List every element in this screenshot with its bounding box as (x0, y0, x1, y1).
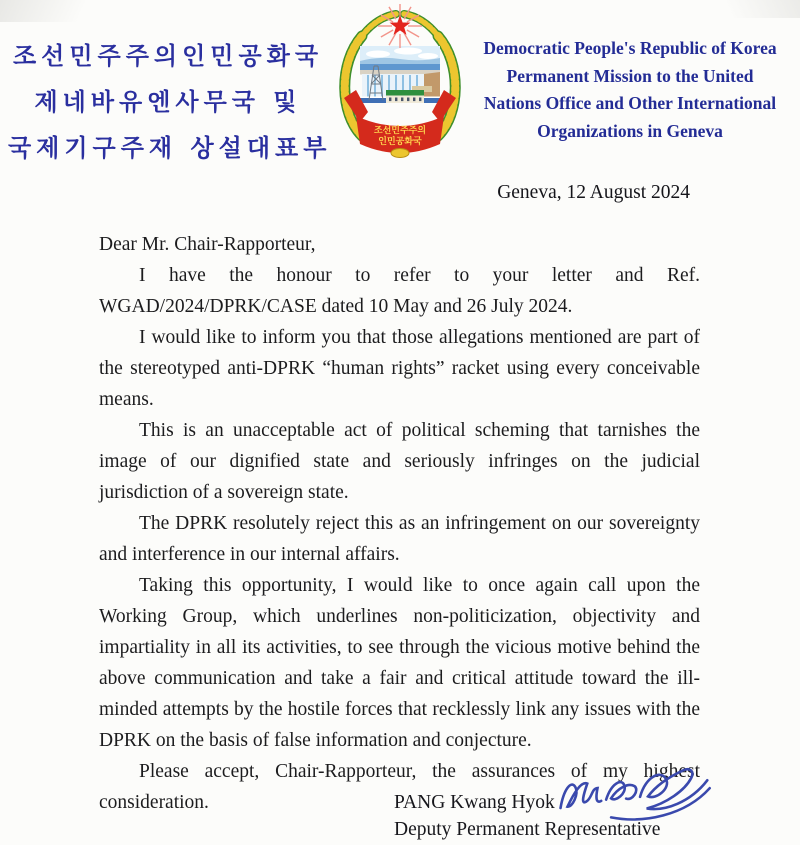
salutation: Dear Mr. Chair-Rapporteur, (99, 234, 316, 255)
emblem-ribbon-text-line-2: 인민공화국 (378, 137, 422, 147)
korean-mission-line-2: 제네바유엔사무국 및 (34, 88, 302, 116)
paragraph-3: This is an unacceptable act of political scheming that tarnishes the image of our dignified state and seriously infringes on the judicial jurisdiction of a sovereign state. (99, 420, 700, 503)
english-mission-name (463, 35, 797, 145)
dprk-national-emblem-icon (330, 2, 470, 160)
korean-mission-name (8, 33, 332, 171)
english-mission-line-3: Nations Office and Other International (483, 93, 777, 113)
english-mission-line-2: Permanent Mission to the United (506, 65, 754, 86)
dateline: Geneva, 12 August 2024 (497, 182, 690, 203)
korean-mission-line-1: 조선민주주의인민공화국 (12, 42, 324, 70)
paragraph-5: Taking this opportunity, I would like to once again call upon the Working Group, which underlines non-politicization, objectivity and impartiality in all its activities, to see through the vicious motive behind the above communication and take a fair and critical attitude toward the ill-minded attempts by the hostile forces that recklessly link any issues with the DPRK on the basis of false information and conjecture. (99, 575, 700, 751)
signer-title: Deputy Permanent Representative (394, 819, 661, 840)
handwritten-signature-icon (550, 752, 724, 841)
paragraph-2: I would like to inform you that those allegations mentioned are part of the stereotyped anti-DPRK “human rights” racket using every conceivable means. (99, 327, 700, 410)
paragraph-6: Please accept, Chair-Rapporteur, the assurances of my highest consideration. (99, 761, 700, 813)
emblem-sky (360, 46, 440, 66)
scan-shadow-top-right (680, 0, 800, 18)
emblem-ribbon-text-line-1: 조선민주주의 (373, 126, 427, 136)
paragraph-1: I have the honour to refer to your letter and Ref. WGAD/2024/DPRK/CASE dated 10 May and 26 July 2024. (99, 265, 700, 317)
scan-shadow-top-left (0, 0, 150, 22)
signer-name: PANG Kwang Hyok (394, 792, 555, 813)
letter-body (99, 229, 700, 818)
english-mission-line-4: Organizations in Geneva (537, 120, 723, 141)
english-mission-line-1: Democratic People's Republic of Korea (483, 38, 777, 58)
paragraph-4: The DPRK resolutely reject this as an infringement on our sovereignty and interference in our internal affairs. (99, 513, 700, 565)
korean-mission-line-3: 국제기구주재 상설대표부 (8, 134, 332, 162)
